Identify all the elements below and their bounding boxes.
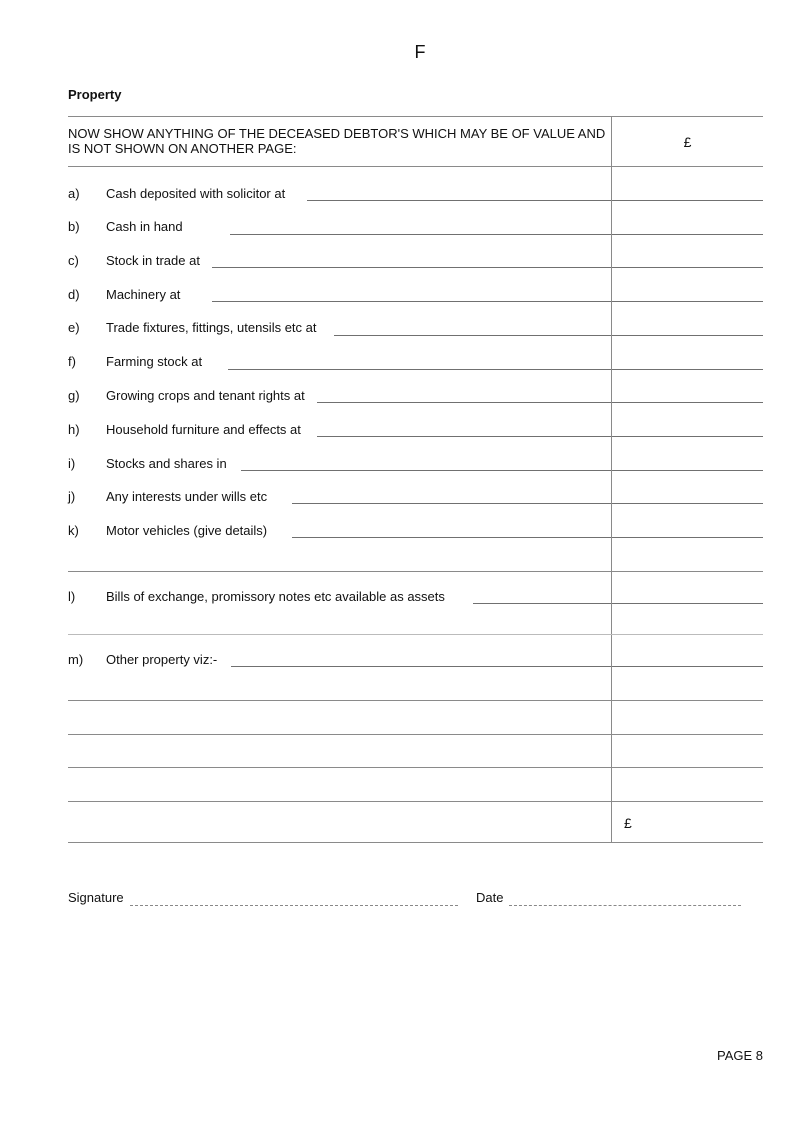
item-a-detail-field[interactable] xyxy=(307,200,611,201)
item-k-amount-field[interactable] xyxy=(612,537,763,538)
item-a-amount-field[interactable] xyxy=(612,200,763,201)
item-label: Farming stock at xyxy=(106,354,203,369)
item-d-amount-field[interactable] xyxy=(612,301,763,302)
table-header-text: NOW SHOW ANYTHING OF THE DECEASED DEBTOR'S WHICH MAY BE OF VALUE AND IS NOT SHOWN ON ANOTHER PAGE: xyxy=(68,126,606,156)
other-property-line-3[interactable] xyxy=(68,767,763,768)
item-key: g) xyxy=(68,388,80,403)
item-key: c) xyxy=(68,253,79,268)
total-amount-field[interactable] xyxy=(612,802,763,842)
item-key: k) xyxy=(68,523,79,538)
item-key: j) xyxy=(68,489,76,504)
item-label: Cash in hand xyxy=(106,219,183,234)
item-k-extra-line[interactable] xyxy=(68,571,763,572)
table-top-border xyxy=(68,116,763,117)
total-currency-symbol: £ xyxy=(624,815,632,831)
item-l-amount-field[interactable] xyxy=(612,603,763,604)
section-title: Property xyxy=(68,87,122,102)
item-f-detail-field[interactable] xyxy=(228,369,611,370)
item-key: m) xyxy=(68,652,84,667)
section-letter: F xyxy=(414,42,426,62)
item-i-amount-field[interactable] xyxy=(612,470,763,471)
item-g-detail-field[interactable] xyxy=(317,402,611,403)
item-key: e) xyxy=(68,320,80,335)
item-key: f) xyxy=(68,354,76,369)
item-j-amount-field[interactable] xyxy=(612,503,763,504)
signature-label: Signature xyxy=(68,890,124,905)
other-property-line-1[interactable] xyxy=(68,700,763,701)
item-key: h) xyxy=(68,422,80,437)
currency-header: £ xyxy=(683,134,692,150)
item-l-detail-field[interactable] xyxy=(473,603,611,604)
item-label: Stocks and shares in xyxy=(106,456,227,471)
item-label: Trade fixtures, fittings, utensils etc at xyxy=(106,320,317,335)
item-key: a) xyxy=(68,186,80,201)
item-e-amount-field[interactable] xyxy=(612,335,763,336)
header-bottom-border xyxy=(68,166,763,167)
page-number: PAGE 8 xyxy=(716,1048,763,1063)
item-i-detail-field[interactable] xyxy=(241,470,611,471)
item-b-amount-field[interactable] xyxy=(612,234,763,235)
item-label: Motor vehicles (give details) xyxy=(106,523,268,538)
item-label: Machinery at xyxy=(106,287,181,302)
item-key: l) xyxy=(68,589,76,604)
item-label: Growing crops and tenant rights at xyxy=(106,388,305,403)
item-c-detail-field[interactable] xyxy=(212,267,611,268)
item-l-extra-line[interactable] xyxy=(68,634,763,635)
item-c-amount-field[interactable] xyxy=(612,267,763,268)
item-label: Cash deposited with solicitor at xyxy=(106,186,286,201)
item-label: Bills of exchange, promissory notes etc available as assets xyxy=(106,589,445,604)
item-e-detail-field[interactable] xyxy=(334,335,611,336)
item-d-detail-field[interactable] xyxy=(212,301,611,302)
item-h-amount-field[interactable] xyxy=(612,436,763,437)
signature-field[interactable] xyxy=(130,905,458,906)
item-g-amount-field[interactable] xyxy=(612,402,763,403)
date-field[interactable] xyxy=(509,905,741,906)
item-label: Any interests under wills etc xyxy=(106,489,268,504)
item-label: Other property viz:- xyxy=(106,652,218,667)
item-h-detail-field[interactable] xyxy=(317,436,611,437)
item-m-detail-field[interactable] xyxy=(231,666,611,667)
item-f-amount-field[interactable] xyxy=(612,369,763,370)
item-k-detail-field[interactable] xyxy=(292,537,611,538)
item-b-detail-field[interactable] xyxy=(230,234,611,235)
table-bottom-border xyxy=(68,842,763,843)
item-j-detail-field[interactable] xyxy=(292,503,611,504)
item-key: b) xyxy=(68,219,80,234)
item-m-amount-field[interactable] xyxy=(612,666,763,667)
other-property-line-2[interactable] xyxy=(68,734,763,735)
item-label: Household furniture and effects at xyxy=(106,422,301,437)
item-key: i) xyxy=(68,456,76,471)
date-label: Date xyxy=(476,890,504,905)
item-key: d) xyxy=(68,287,80,302)
item-label: Stock in trade at xyxy=(106,253,200,268)
